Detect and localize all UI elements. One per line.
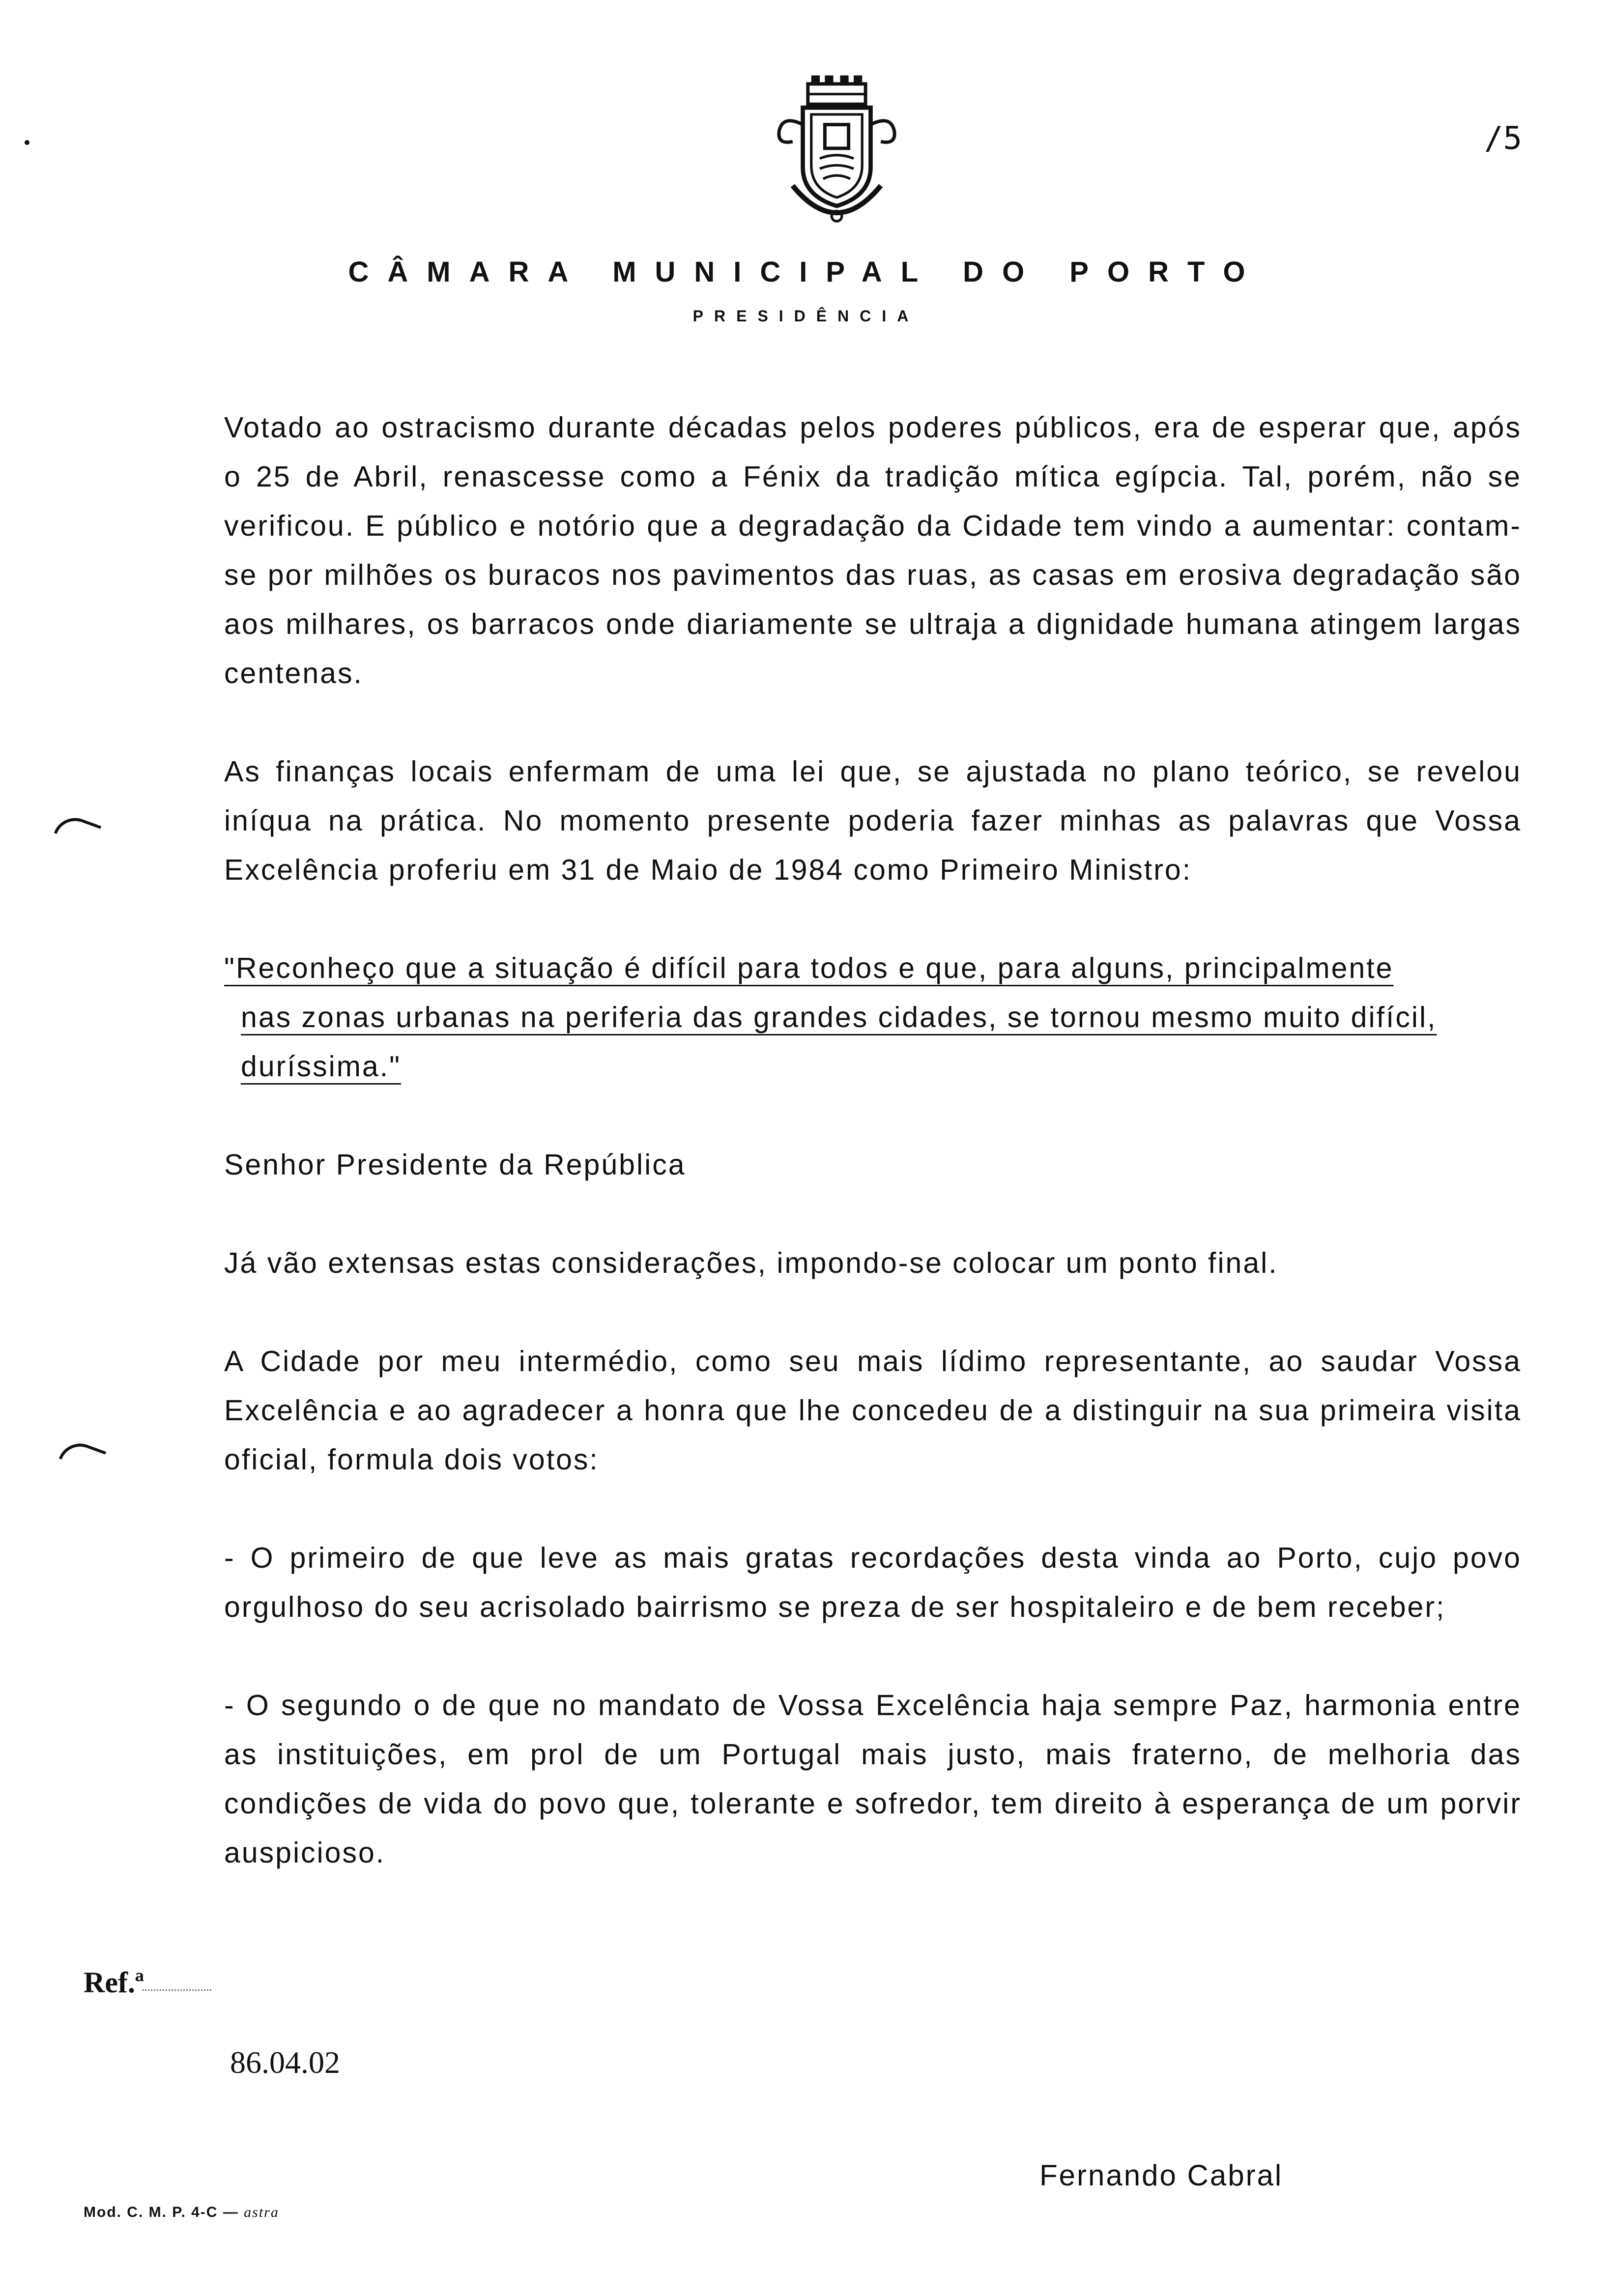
form-printer: astra <box>244 2204 279 2220</box>
paragraph: Já vão extensas estas considerações, impondo-se colocar um ponto final. <box>224 1247 1278 1279</box>
quote-line: "Reconheço que a situação é difícil para todos e que, para alguns, principalmente <box>224 952 1394 984</box>
reference-field-line <box>143 1989 211 1991</box>
paragraph: As finanças locais enfermam de uma lei que, se ajustada no plano teórico, se revelou iníqua na prática. No momento presente poderia fazer minhas as palavras que Vossa Excelência proferiu em 31 de Maio de 1984 como Primeiro Ministro: <box>224 755 1522 886</box>
margin-mark <box>59 1437 107 1473</box>
reference-label: Ref.ª <box>84 1966 144 1999</box>
paragraph: A Cidade por meu intermédio, como seu mais lídimo representante, ao saudar Vossa Excelência e ao agradecer a honra que lhe concedeu de a distinguir na sua primeira visita oficial, formula dois votos: <box>224 1345 1522 1476</box>
form-code <box>84 2204 279 2221</box>
form-code-text: Mod. C. M. P. 4-C — <box>84 2204 239 2220</box>
paragraph: - O primeiro de que leve as mais gratas recordações desta vinda ao Porto, cujo povo orgulhoso do seu acrisolado bairrismo se preza de ser hospitaleiro e de bem receber; <box>224 1542 1522 1623</box>
quotation <box>224 944 1522 1091</box>
salutation: Senhor Presidente da República <box>224 1148 686 1181</box>
quote-line: nas zonas urbanas na periferia das grandes cidades, se tornou mesmo muito difícil, <box>241 1001 1437 1033</box>
letter-body <box>224 403 1522 1926</box>
paragraph: Votado ao ostracismo durante décadas pelos poderes públicos, era de esperar que, após o 25 de Abril, renascesse como a Fénix da tradição mítica egípcia. Tal, porém, não se verificou. E público e notório que a degradação da Cidade tem vindo a aumentar: contam-se por milhões os buracos nos pavimentos das ruas, as casas em erosiva degradação são aos milhares, os barracos onde diariamente se ultraja a dignidade humana atingem largas centenas. <box>224 411 1522 689</box>
organization-name: CÂMARA MUNICIPAL DO PORTO <box>348 256 1264 288</box>
porto-coat-of-arms-icon <box>752 74 921 243</box>
margin-mark <box>54 812 102 848</box>
margin-dot <box>25 140 29 145</box>
signature-name: Fernando Cabral <box>1039 2159 1283 2192</box>
department-name: PRESIDÊNCIA <box>692 307 920 325</box>
paragraph: - O segundo o de que no mandato de Vossa Excelência haja sempre Paz, harmonia entre as instituições, em prol de um Portugal mais justo, mais fraterno, de melhoria das condições de vida do povo que, tolerante e sofredor, tem direito à esperança de um porvir auspicioso. <box>224 1689 1522 1869</box>
quote-line: duríssima." <box>241 1050 402 1083</box>
page-number: /5 <box>1484 120 1523 157</box>
document-date: 86.04.02 <box>230 2045 340 2080</box>
